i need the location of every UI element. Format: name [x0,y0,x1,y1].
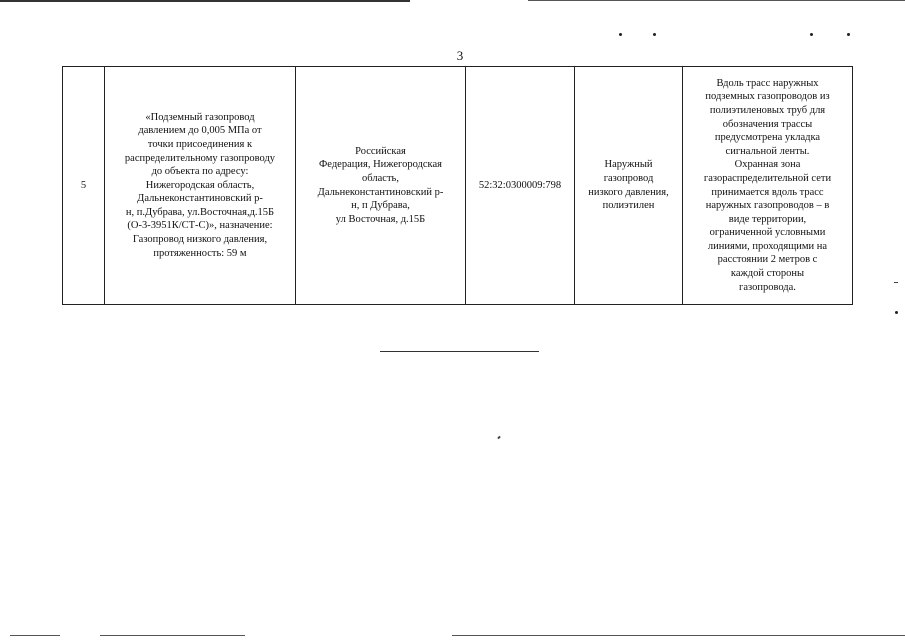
table-row [63,67,853,305]
scan-speck [847,33,850,36]
scan-speck [619,33,622,36]
row-number-cell: 5 [63,67,105,305]
scan-mark [894,282,898,283]
bottom-edge-line [10,635,60,636]
closing-separator-line [380,351,539,352]
object-type-cell: Наружный газопровод низкого давления, полиэтилен [575,67,683,305]
page-number: 3 [456,48,464,63]
object-description-cell: «Подземный газопровод давлением до 0,005 МПа от точки присоединения к распределительному газопроводу до объекта по адресу: Нижегородская область, Дальнеконстантиновский р- н, п.Дубрава, ул.Восточная,д.15Б (О-3-3951К/СТ-С)», назначение: Газопровод низкого давления, протяженность: 59 м [105,67,296,305]
scan-mark [497,436,500,440]
protection-zone-cell: Вдоль трасс наружных подземных газопроводов из полиэтиленовых труб для обозначения трассы предусмотрена укладка сигнальной ленты. Охранная зона газораспределительной сети принимается вдоль трасс наружных газопроводов – в виде территории, ограниченной условными линиями, проходящими на расстоянии 2 метров с каждой стороны газопровода. [683,67,853,305]
bottom-edge-line [452,635,905,636]
cadastral-number-cell: 52:32:0300009:798 [466,67,575,305]
scan-speck [653,33,656,36]
location-cell: Российская Федерация, Нижегородская область, Дальнеконстантиновский р- н, п Дубрава, ул Восточная, д.15Б [296,67,466,305]
top-border-line-right [528,0,905,1]
registry-table [62,66,853,305]
top-border-line [0,0,410,2]
scan-speck [810,33,813,36]
bottom-edge-line [100,635,245,636]
scan-speck [895,311,898,314]
